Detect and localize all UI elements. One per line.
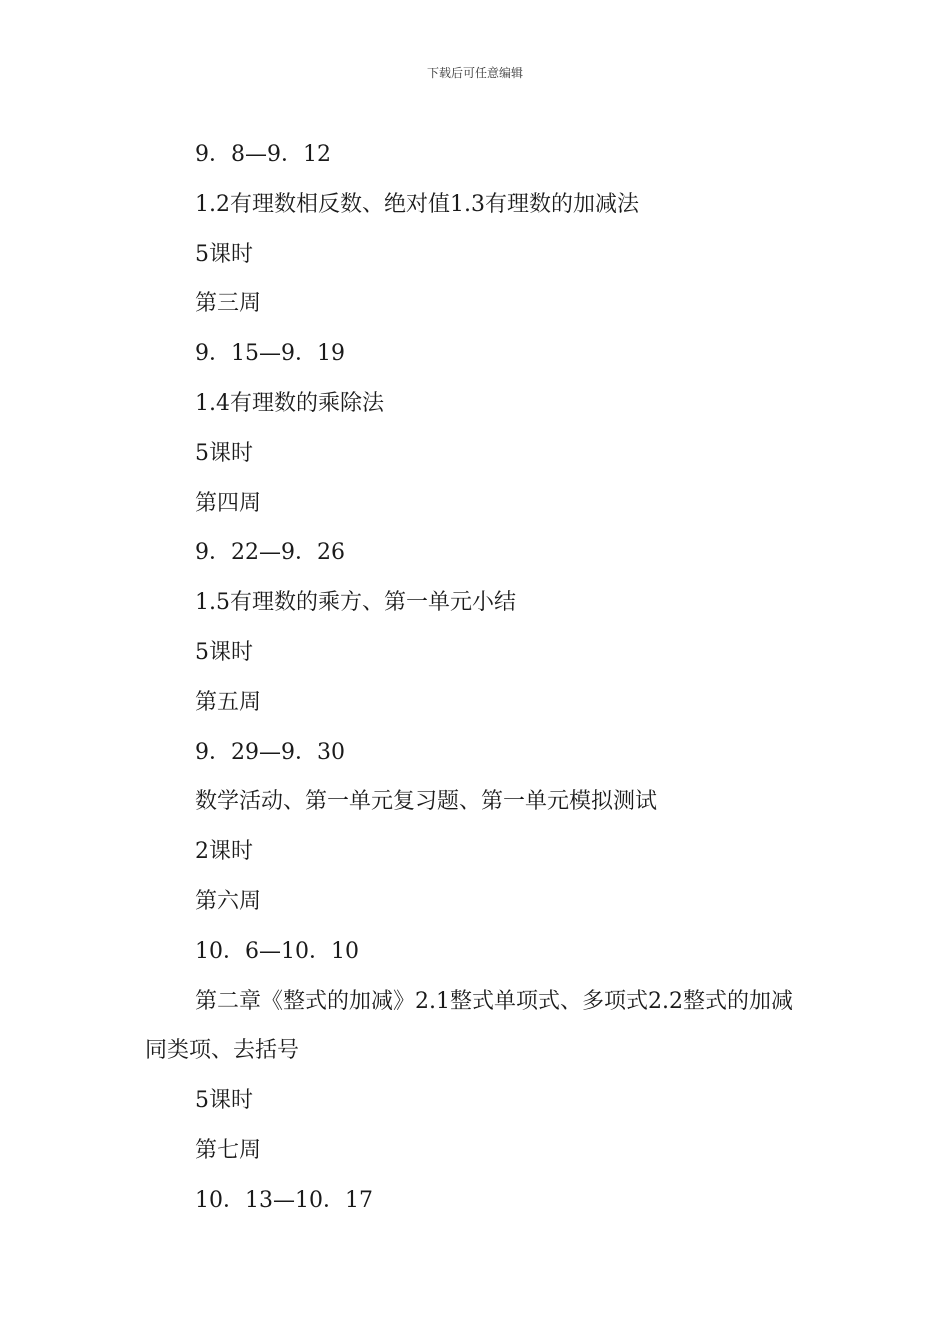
text-line: 9．15—9．19: [195, 341, 345, 367]
text-line: 9．29—9．30: [195, 739, 345, 765]
text-line: 第六周: [195, 888, 262, 914]
text-line: 第三周: [195, 291, 262, 317]
text-line: 1.2有理数相反数、绝对值1.3有理数的加减法: [195, 191, 639, 217]
text-line: 第四周: [195, 490, 262, 516]
text-line: 5课时: [195, 440, 253, 466]
text-line: 1.5有理数的乘方、第一单元小结: [195, 590, 516, 616]
page-header: 下载后可任意编辑: [426, 66, 523, 80]
text-line: 9．8—9．12: [195, 142, 331, 167]
text-line: 第五周: [195, 689, 262, 715]
text-line: 10．6—10．10: [195, 938, 359, 964]
text-line: 数学活动、第一单元复习题、第一单元模拟测试: [195, 789, 658, 815]
document-body: [145, 130, 810, 1226]
text-line: 2课时: [195, 839, 253, 865]
text-line: 5课时: [195, 639, 253, 665]
text-paragraph: 第二章《整式的加减》2.1整式单项式、多项式2.2整式的加减同类项、去括号: [145, 988, 793, 1064]
text-line: 5课时: [195, 1088, 253, 1114]
text-line: 9．22—9．26: [195, 540, 345, 566]
text-line: 第七周: [195, 1137, 262, 1163]
text-line: 1.4有理数的乘除法: [195, 390, 384, 416]
text-line: 10．13—10．17: [195, 1187, 373, 1213]
text-line: 5课时: [195, 241, 253, 267]
